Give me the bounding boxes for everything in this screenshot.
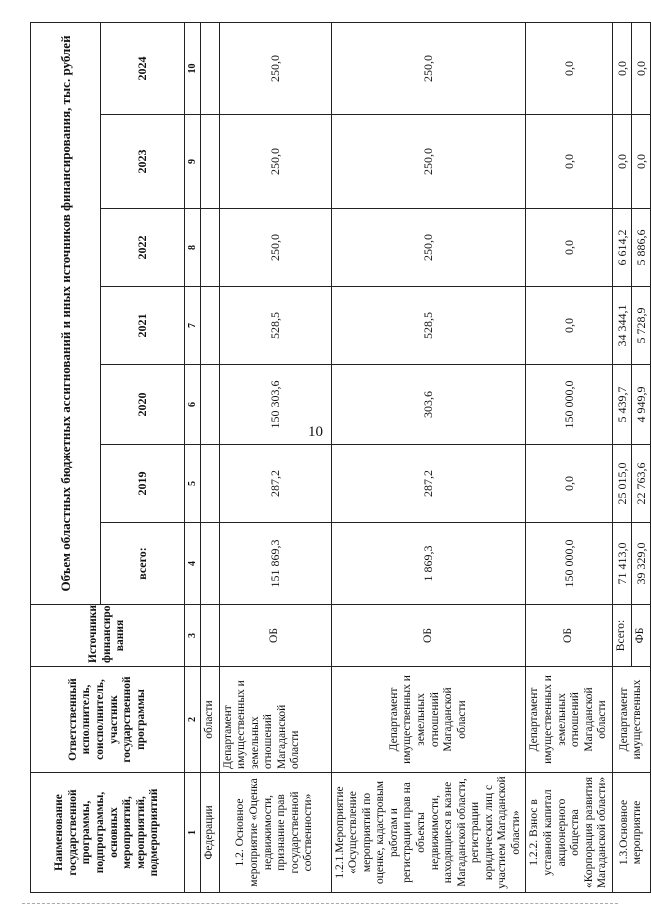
- row-value: 25 015,0: [612, 445, 631, 523]
- column-number: 7: [185, 287, 201, 365]
- row-name: 1.3.Основное мероприятие: [612, 773, 650, 893]
- header-year: 2019: [101, 445, 185, 523]
- row-value: [201, 287, 220, 365]
- row-executor: области: [201, 667, 220, 773]
- row-value: [201, 445, 220, 523]
- header-year: 2024: [101, 22, 185, 114]
- row-value: 0,0: [526, 445, 612, 523]
- row-value: 0,0: [526, 22, 612, 114]
- row-value: 287,2: [331, 445, 526, 523]
- header-source: Источники финансиро вания: [31, 605, 185, 667]
- column-number: 5: [185, 445, 201, 523]
- row-value: 528,5: [219, 287, 331, 365]
- row-value: 0,0: [526, 209, 612, 287]
- row-source: ОБ: [331, 605, 526, 667]
- column-number: 3: [185, 605, 201, 667]
- row-source: Всего:: [612, 605, 631, 667]
- row-value: 71 413,0: [612, 523, 631, 605]
- header-volume: Объем областных бюджетных ассигнований и иных источников финансирования, тыс. рублей: [31, 22, 101, 604]
- row-value: 0,0: [612, 115, 631, 209]
- header-executor: Ответственный исполнитель, соисполнитель, участник государственной программы: [31, 667, 185, 773]
- header-year: 2020: [101, 365, 185, 445]
- column-number: 2: [185, 667, 201, 773]
- row-value: 34 344,1: [612, 287, 631, 365]
- column-number: 6: [185, 365, 201, 445]
- header-year: 2022: [101, 209, 185, 287]
- row-value: 303,6: [331, 365, 526, 445]
- row-value: 39 329,0: [631, 523, 650, 605]
- row-source: ОБ: [219, 605, 331, 667]
- header-year: 2021: [101, 287, 185, 365]
- row-source: [201, 605, 220, 667]
- table-row: [219, 22, 331, 892]
- row-value: 6 614,2: [612, 209, 631, 287]
- row-name: Федерации: [201, 773, 220, 893]
- row-value: 4 949,9: [631, 365, 650, 445]
- row-value: 0,0: [612, 22, 631, 114]
- row-value: 5 728,9: [631, 287, 650, 365]
- row-value: [201, 523, 220, 605]
- row-value: [201, 365, 220, 445]
- header-name: Наименование государственной программы, подпрограммы, основных мероприятий, мероприятий, подмероприятий: [31, 773, 185, 893]
- column-number: 4: [185, 523, 201, 605]
- row-value: [201, 209, 220, 287]
- financing-table: [30, 22, 651, 893]
- row-value: 150 303,6: [219, 365, 331, 445]
- row-value: 528,5: [331, 287, 526, 365]
- row-name: 1.2.2. Взнос в уставной капитал акционерного общества «Корпорация развития Магаданской области»: [526, 773, 612, 893]
- row-value: 151 869,3: [219, 523, 331, 605]
- row-value: 5 886,6: [631, 209, 650, 287]
- row-value: 250,0: [331, 22, 526, 114]
- table-row: [612, 22, 631, 892]
- row-value: 250,0: [219, 209, 331, 287]
- row-source: ФБ: [631, 605, 650, 667]
- row-executor: Департамент имущественных и земельных отношений Магаданской области: [331, 667, 526, 773]
- row-value: 250,0: [331, 115, 526, 209]
- row-source: ОБ: [526, 605, 612, 667]
- row-value: 0,0: [526, 115, 612, 209]
- row-value: 250,0: [331, 209, 526, 287]
- row-executor: Департамент имущественных: [612, 667, 650, 773]
- row-value: [201, 22, 220, 114]
- row-value: 0,0: [631, 22, 650, 114]
- row-value: 250,0: [219, 115, 331, 209]
- row-value: 150 000,0: [526, 523, 612, 605]
- page-number: 10: [308, 424, 323, 440]
- row-value: 250,0: [219, 22, 331, 114]
- column-number: 9: [185, 115, 201, 209]
- row-name: 1.2.1.Мероприятие «Осуществление мероприятий по оценке, кадастровым работам и регистрации прав на объекты недвижимости, находящиеся в казне Магаданской области, регистрации юридических лиц с участием Магаданской области»: [331, 773, 526, 893]
- table-row: [201, 22, 220, 892]
- row-executor: Департамент имущественных и земельных отношений Магаданской области: [219, 667, 331, 773]
- header-total: всего:: [101, 523, 185, 605]
- row-value: 0,0: [631, 115, 650, 209]
- rotated-table-container: [30, 23, 648, 893]
- table-row: [526, 22, 612, 892]
- column-number: 10: [185, 22, 201, 114]
- row-name: 1.2. Основное мероприятие «Оценка недвижимости, признание прав государственной собственности»: [219, 773, 331, 893]
- header-year: 2023: [101, 115, 185, 209]
- row-value: 22 763,6: [631, 445, 650, 523]
- row-value: 150 000,0: [526, 365, 612, 445]
- row-value: 0,0: [526, 287, 612, 365]
- row-value: 1 869,3: [331, 523, 526, 605]
- row-value: [201, 115, 220, 209]
- row-value: 287,2: [219, 445, 331, 523]
- row-executor: Департамент имущественных и земельных отношений Магаданской области: [526, 667, 612, 773]
- bottom-scan-edge: [22, 903, 618, 904]
- row-value: 5 439,7: [612, 365, 631, 445]
- column-number: 8: [185, 209, 201, 287]
- table-row: [331, 22, 526, 892]
- column-number: 1: [185, 773, 201, 893]
